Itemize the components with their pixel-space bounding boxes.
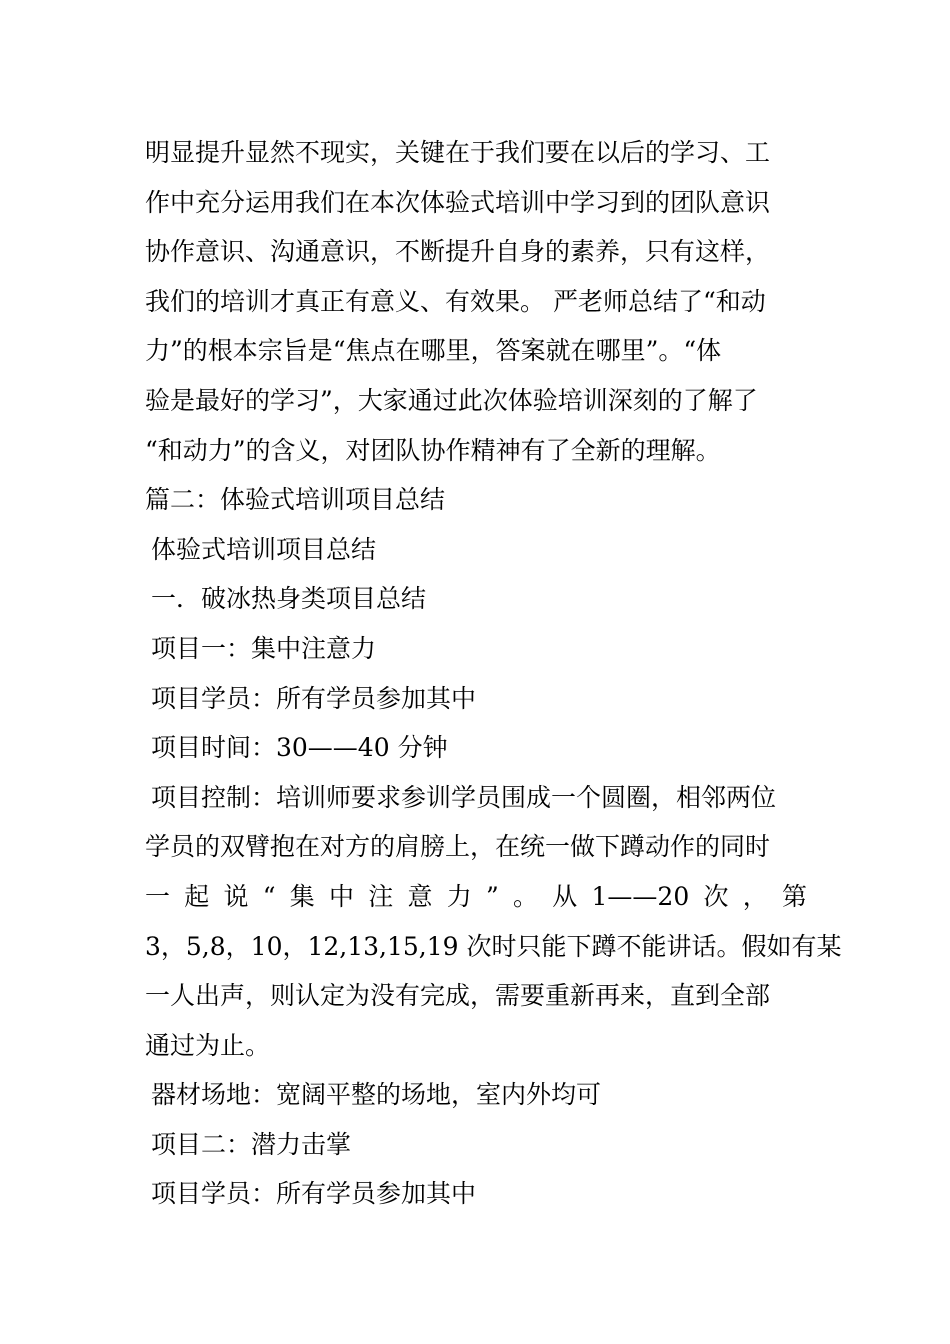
project-one — [145, 624, 842, 1120]
text-line: “和动力”的含义，对团队协作精神有了全新的理解。 — [145, 435, 721, 465]
char: 力 — [446, 881, 472, 911]
project-control-line: 3，5,8，10，12,13,15,19 次时只能下蹲不能讲话。假如有某 — [145, 931, 842, 961]
char: 1——20 — [591, 881, 690, 911]
char: 注 — [368, 881, 394, 911]
project-control-line: 一人出声，则认定为没有完成，需要重新再来，直到全部 — [145, 981, 771, 1011]
char: ” — [486, 881, 499, 911]
project-equipment: 器材场地：宽阔平整的场地，室内外均可 — [151, 1080, 602, 1110]
project-participants: 项目学员：所有学员参加其中 — [151, 683, 477, 713]
text-line: 明显提升显然不现实，关键在于我们要在以后的学习、工 — [145, 138, 771, 167]
project-control-line: 学员的双臂抱在对方的肩膀上，在统一做下蹲动作的同时 — [145, 832, 771, 862]
char: 中 — [329, 881, 355, 911]
project-participants: 项目学员：所有学员参加其中 — [151, 1179, 477, 1209]
char: 起 — [184, 881, 210, 911]
paragraph-summary — [145, 128, 807, 475]
char: 第 — [781, 881, 807, 911]
project-control-spread-line — [145, 872, 807, 922]
document-page — [145, 128, 842, 1219]
char: 次 — [703, 881, 729, 911]
project-name: 项目一：集中注意力 — [151, 633, 377, 663]
char: 集 — [289, 881, 315, 911]
project-two — [145, 1120, 807, 1219]
char: 从 — [552, 881, 578, 911]
section-heading: 篇二：体验式培训项目总结 — [145, 485, 446, 515]
project-name: 项目二：潜力击掌 — [151, 1129, 352, 1159]
text-line: 协作意识、沟通意识，不断提升自身的素养，只有这样， — [145, 237, 771, 267]
char: “ — [262, 881, 276, 911]
char: 一 — [145, 881, 171, 911]
text-line: 验是最好的学习”，大家通过此次体验培训深刻的了解了 — [145, 385, 758, 415]
char: 。 — [513, 881, 539, 911]
project-duration: 项目时间：30——40 分钟 — [151, 733, 448, 763]
char: 意 — [407, 881, 433, 911]
text-line: 力”的根本宗旨是“焦点在哪里，答案就在哪里”。“体 — [145, 336, 722, 366]
text-line: 我们的培训才真正有意义、有效果。 严老师总结了“和动 — [145, 286, 766, 316]
text-line: 作中充分运用我们在本次体验式培训中学习到的团队意识 — [145, 187, 771, 217]
project-control-line: 项目控制：培训师要求参训学员围成一个圆圈，相邻两位 — [151, 782, 777, 812]
project-control-line: 通过为止。 — [145, 1030, 271, 1060]
doc-title: 体验式培训项目总结 — [151, 534, 377, 564]
char: ， — [742, 881, 768, 911]
part-heading: 一．破冰热身类项目总结 — [151, 584, 427, 614]
char: 说 — [223, 881, 249, 911]
